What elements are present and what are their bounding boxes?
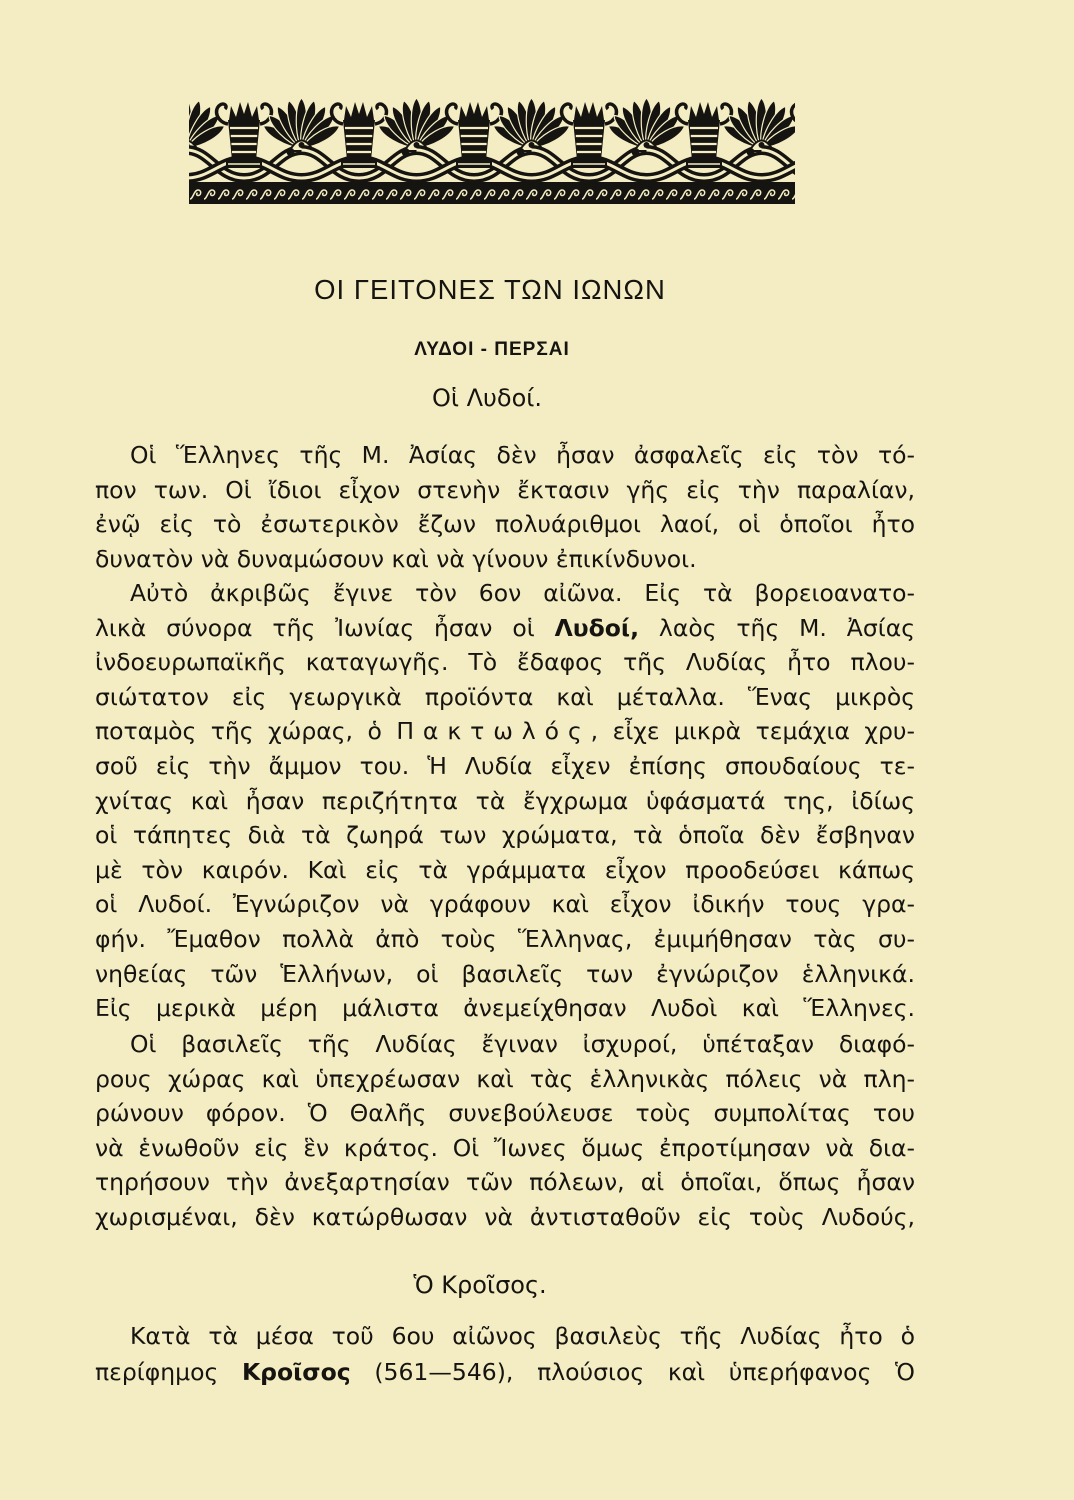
paragraph [95,1318,915,1390]
spaced-word: Πακτωλός [396,717,591,746]
text-line: ρώνουν φόρον. Ὁ Θαλῆς συνεβούλευσε τοὺς συμπολίτας του [95,1099,915,1128]
emphasized-word: Κροῖσος [241,1358,351,1386]
text-run: , εἶχε μικρὰ τεμάχια χρυ- [590,717,915,746]
text-run: ποταμὸς τῆς χώρας, ὁ [95,717,397,746]
text-line: νηθείας τῶν Ἑλλήνων, οἱ βασιλεῖς των ἐγνώριζον ἑλληνικά. [95,959,915,988]
text-line [95,1354,915,1390]
text-line: νὰ ἑνωθοῦν εἰς ἓν κράτος. Οἱ Ἴωνες ὅμως ἐπροτίμησαν νὰ δια- [95,1133,915,1162]
text-line: χωρισμέναι, δὲν κατώρθωσαν νὰ ἀντισταθοῦν εἰς τοὺς Λυδούς, [95,1202,915,1231]
page-title: ΟΙ ΓΕΙΤΟΝΕΣ ΤΩΝ ΙΩΝΩΝ [314,274,666,305]
text-line: τηρήσουν τὴν ἀνεξαρτησίαν τῶν πόλεων, αἱ ὁποῖαι, ὅπως ἦσαν [95,1168,915,1197]
paragraph [95,438,915,576]
text-line: οἱ τάπητες διὰ τὰ ζωηρά των χρώματα, τὰ ὁποῖα δὲν ἔσβηναν [95,821,915,850]
text-line: Κατὰ τὰ μέσα τοῦ 6ου αἰῶνος βασιλεὺς τῆς Λυδίας ἦτο ὁ [130,1322,915,1350]
text-line: Αὐτὸ ἀκριβῶς ἔγινε τὸν 6ον αἰῶνα. Εἰς τὰ βορειοανατο- [130,579,915,607]
text-line: φήν. Ἔμαθον πολλὰ ἀπὸ τοὺς Ἕλληνας, ἐμιμήθησαν τὰς συ- [95,924,915,953]
text-line: μὲ τὸν καιρόν. Καὶ εἰς τὰ γράμματα εἶχον προοδεύσει κάπως [95,855,915,884]
text-line: σοῦ εἰς τὴν ἄμμον του. Ἡ Λυδία εἶχεν ἐπίσης σπουδαίους τε- [95,751,915,780]
paragraph [95,1027,915,1235]
paragraph [95,576,915,1026]
text-line: πον των. Οἱ ἴδιοι εἶχον στενὴν ἔκτασιν γῆς εἰς τὴν παραλίαν, [95,475,915,504]
emphasized-word: Λυδοί, [554,613,640,642]
text-line: χνίτας καὶ ἦσαν περιζήτητα τὰ ἔγχρωμα ὑφάσματά της, ἰδίως [95,786,915,815]
text-line: ἐνῷ εἰς τὸ ἐσωτερικὸν ἔζων πολυάριθμοι λαοί, οἱ ὁποῖοι ἦτο [95,510,915,539]
header-ornament [189,84,795,206]
text-line [95,714,915,749]
text-line: Οἱ Ἕλληνες τῆς Μ. Ἀσίας δὲν ἦσαν ἀσφαλεῖς εἰς τὸν τό- [130,441,915,469]
text-line: δυνατὸν νὰ δυναμώσουν καὶ νὰ γίνουν ἐπικίνδυνοι. [95,544,697,573]
text-run: περίφημος [95,1358,242,1386]
text-line [95,611,915,646]
text-line: ἰνδοευρωπαϊκῆς καταγωγῆς. Τὸ ἔδαφος τῆς Λυδίας ἦτο πλου- [95,648,915,677]
section-heading: Οἱ Λυδοί. [431,384,543,412]
text-run: (561—546), πλούσιος καὶ ὑπερήφανος Ὁ [350,1358,915,1386]
section-heading: Ὁ Κροῖσος. [413,1271,547,1299]
text-line: Οἱ βασιλεῖς τῆς Λυδίας ἔγιναν ἰσχυροί, ὑπέταξαν διαφό- [130,1030,915,1058]
text-line: Εἰς μερικὰ μέρη μάλιστα ἀνεμείχθησαν Λυδοὶ καὶ Ἕλληνες. [95,994,915,1023]
text-run: λικὰ σύνορα τῆς Ἰωνίας ἦσαν οἱ [95,613,555,642]
text-line: οἱ Λυδοί. Ἐγνώριζον νὰ γράφουν καὶ εἶχον ἰδικήν τους γρα- [95,890,915,919]
text-run: λαὸς τῆς Μ. Ἀσίας [639,613,915,642]
text-line: ρους χώρας καὶ ὑπεχρέωσαν καὶ τὰς ἑλληνικὰς πόλεις νὰ πλη- [95,1064,915,1093]
page-subtitle: ΛΥΔΟΙ - ΠΕΡΣΑΙ [414,339,570,360]
text-line: σιώτατον εἰς γεωργικὰ προϊόντα καὶ μέταλλα. Ἕνας μικρὸς [95,682,915,711]
